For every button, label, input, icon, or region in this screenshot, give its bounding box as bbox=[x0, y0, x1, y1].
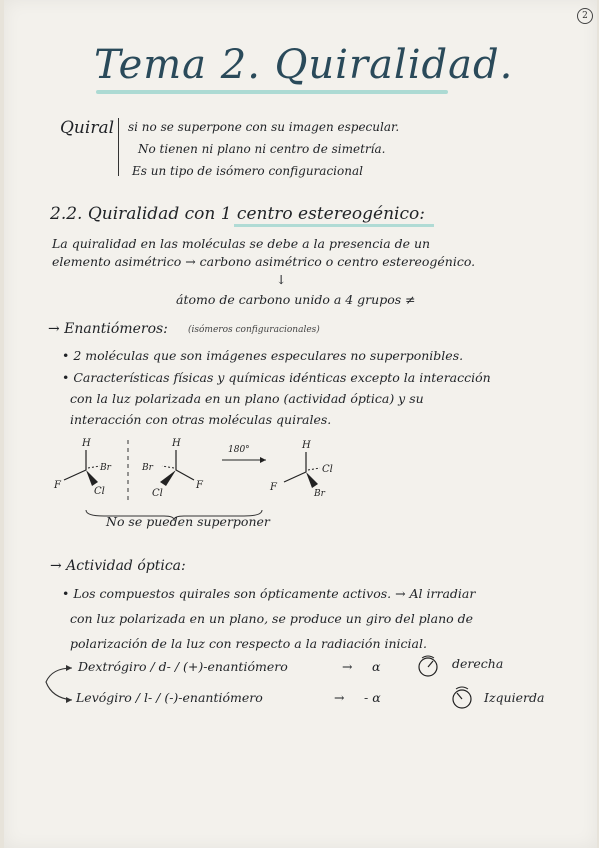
definition-line-3: Es un tipo de isómero configuracional bbox=[132, 164, 363, 178]
optical-heading: → Actividad óptica: bbox=[50, 558, 186, 574]
section-title: 2.2. Quiralidad con 1 centro estereogénico: bbox=[50, 204, 425, 224]
dextro-text: Dextrógiro / d- / (+)-enantiómero bbox=[78, 659, 288, 674]
middle-f: F bbox=[196, 480, 203, 491]
left-br: Br bbox=[100, 463, 111, 473]
levo-alpha: - α bbox=[364, 690, 381, 705]
enantiomers-bullet-4: interacción con otras moléculas quirales. bbox=[70, 412, 332, 427]
enantiomers-bullet-3: con la luz polarizada en un plano (actividad óptica) y su bbox=[70, 391, 424, 406]
optical-line-1: • Los compuestos quirales son ópticamente activos. → Al irradiar bbox=[62, 586, 476, 601]
title-highlight bbox=[96, 90, 448, 94]
middle-h: H bbox=[172, 438, 181, 449]
notebook-page bbox=[4, 0, 597, 848]
carbon-note: átomo de carbono unido a 4 grupos ≠ bbox=[176, 292, 416, 307]
enantiomers-note: (isómeros configuracionales) bbox=[188, 325, 320, 335]
middle-cl: Cl bbox=[152, 488, 163, 499]
left-h: H bbox=[82, 438, 91, 449]
clockwise-icon bbox=[416, 654, 440, 678]
molecule-middle bbox=[141, 438, 204, 499]
definition-brace bbox=[118, 118, 125, 176]
dextro-arrow: → bbox=[342, 659, 353, 674]
levo-text: Levógiro / l- / (-)-enantiómero bbox=[76, 690, 263, 705]
dextro-alpha: α bbox=[372, 659, 381, 674]
enantiomers-bullet-2: • Características físicas y químicas idénticas excepto la interacción bbox=[62, 370, 491, 385]
right-f: F bbox=[270, 482, 277, 493]
right-br: Br bbox=[314, 489, 325, 499]
left-cl: Cl bbox=[94, 486, 105, 497]
middle-br: Br bbox=[142, 463, 153, 473]
superpose-caption: No se pueden superponer bbox=[106, 514, 270, 529]
molecule-left bbox=[53, 438, 112, 497]
definition-label: Quiral bbox=[60, 118, 115, 138]
optical-line-2: con luz polarizada en un plano, se produce un giro del plano de bbox=[70, 611, 474, 626]
enantiomers-bullet-1: • 2 moléculas que son imágenes especulares no superponibles. bbox=[62, 348, 464, 363]
section-intro-line-2: elemento asimétrico → carbono asimétrico o centro estereogénico. bbox=[52, 254, 476, 269]
rotation-label: 180° bbox=[228, 445, 250, 455]
levo-direction: Izquierda bbox=[484, 690, 545, 705]
section-arrow: ↓ bbox=[276, 272, 287, 287]
optical-line-3: polarización de la luz con respecto a la radiación inicial. bbox=[70, 636, 427, 651]
branch-arrow bbox=[42, 660, 76, 706]
section-intro-line-1: La quiralidad en las moléculas se debe a la presencia de un bbox=[52, 236, 431, 251]
page-number: 2 bbox=[577, 8, 593, 24]
molecule-right bbox=[269, 440, 333, 499]
enantiomers-heading: → Enantiómeros: bbox=[48, 321, 168, 337]
definition-line-2: No tienen ni plano ni centro de simetría. bbox=[138, 142, 386, 156]
left-f: F bbox=[54, 480, 61, 491]
page-title: Tema 2. Quiralidad. bbox=[94, 42, 514, 88]
definition-line-1: si no se superpone con su imagen especular. bbox=[128, 120, 400, 134]
counterclockwise-icon bbox=[450, 684, 474, 710]
right-h: H bbox=[302, 440, 311, 451]
right-cl: Cl bbox=[322, 464, 333, 475]
section-highlight bbox=[234, 224, 434, 227]
molecule-drawings bbox=[44, 432, 384, 502]
levo-arrow: → bbox=[334, 690, 345, 705]
dextro-direction: derecha bbox=[452, 656, 504, 671]
